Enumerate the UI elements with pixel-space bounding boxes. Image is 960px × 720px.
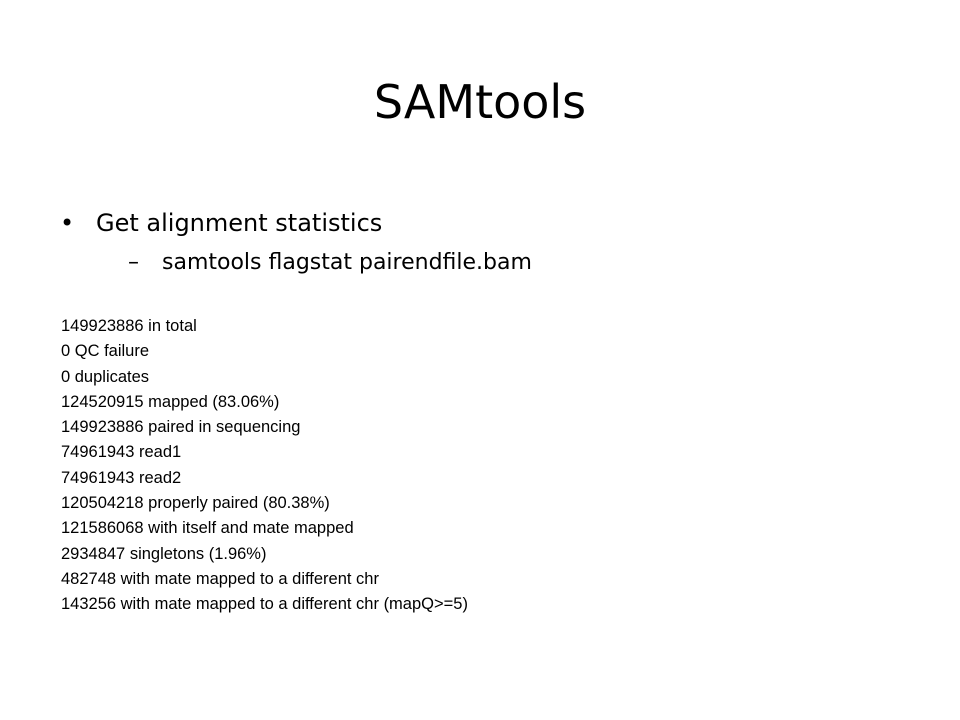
bullet-item	[60, 203, 382, 243]
output-line: 2934847 singletons (1.96%)	[61, 544, 267, 563]
sub-bullet-item	[128, 243, 532, 283]
output-line: 124520915 mapped (83.06%)	[61, 392, 280, 411]
output-line: 482748 with mate mapped to a different chr	[61, 569, 379, 588]
output-line: 121586068 with itself and mate mapped	[61, 519, 354, 538]
output-line: 120504218 properly paired (80.38%)	[61, 494, 330, 513]
sub-bullet-text: samtools flagstat pairendfile.bam	[162, 250, 532, 275]
output-line: 149923886 in total	[61, 317, 197, 335]
bullet-marker: •	[60, 209, 75, 237]
output-line: 74961943 read2	[61, 468, 182, 487]
slide-title: SAMtools	[373, 75, 587, 129]
output-line: 0 QC failure	[61, 342, 150, 361]
output-line: 143256 with mate mapped to a different chr (mapQ>=5)	[61, 595, 468, 614]
flagstat-output	[61, 314, 468, 618]
output-line: 0 duplicates	[61, 367, 150, 386]
output-line: 149923886 paired in sequencing	[61, 418, 301, 437]
sub-bullet-marker: –	[128, 250, 139, 275]
bullet-text: Get alignment statistics	[96, 209, 383, 237]
output-line: 74961943 read1	[61, 443, 182, 462]
